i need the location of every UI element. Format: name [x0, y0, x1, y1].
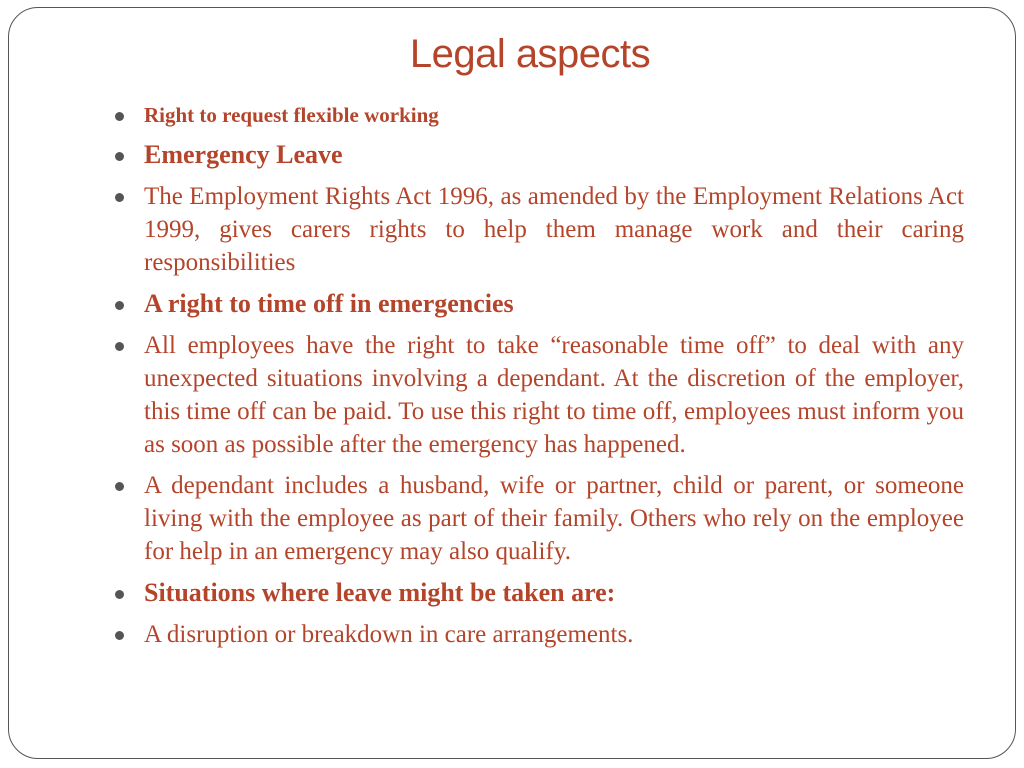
bullet-text: A disruption or breakdown in care arrangements.	[144, 621, 634, 648]
bullet-text: Emergency Leave	[144, 140, 343, 169]
bullet-dot-icon	[115, 112, 124, 121]
bullet-dot-icon	[115, 482, 124, 491]
bullet-text: A dependant includes a husband, wife or partner, child or parent, or someone living with the employee as part of their family. Others who rely on the employee for help in an emergency may also qualify.	[144, 472, 964, 565]
bullet-text: Right to request flexible working	[144, 103, 439, 127]
bullet-dot-icon	[115, 342, 124, 351]
bullet-item	[108, 329, 964, 461]
bullet-item	[108, 180, 964, 279]
bullet-item	[108, 287, 964, 321]
bullet-text: The Employment Rights Act 1996, as amended by the Employment Relations Act 1999, gives carers rights to help them manage work and their caring responsibilities	[144, 183, 964, 276]
bullet-item	[108, 576, 964, 610]
bullet-dot-icon	[115, 631, 124, 640]
bullet-text: A right to time off in emergencies	[144, 289, 514, 318]
bullet-item	[108, 618, 964, 651]
bullet-item	[108, 138, 964, 172]
bullet-dot-icon	[115, 301, 124, 310]
slide-title: Legal aspects	[409, 32, 651, 76]
bullet-list	[108, 100, 964, 659]
bullet-dot-icon	[115, 590, 124, 599]
bullet-dot-icon	[115, 193, 124, 202]
bullet-text: All employees have the right to take “reasonable time off” to deal with any unexpected situations involving a dependant. At the discretion of the employer, this time off can be paid. To use this right to time off, employees must inform you as soon as possible after the emergency has happened.	[144, 332, 964, 458]
bullet-item	[108, 100, 964, 130]
bullet-dot-icon	[115, 152, 124, 161]
bullet-text: Situations where leave might be taken are:	[144, 578, 616, 607]
bullet-item	[108, 469, 964, 568]
